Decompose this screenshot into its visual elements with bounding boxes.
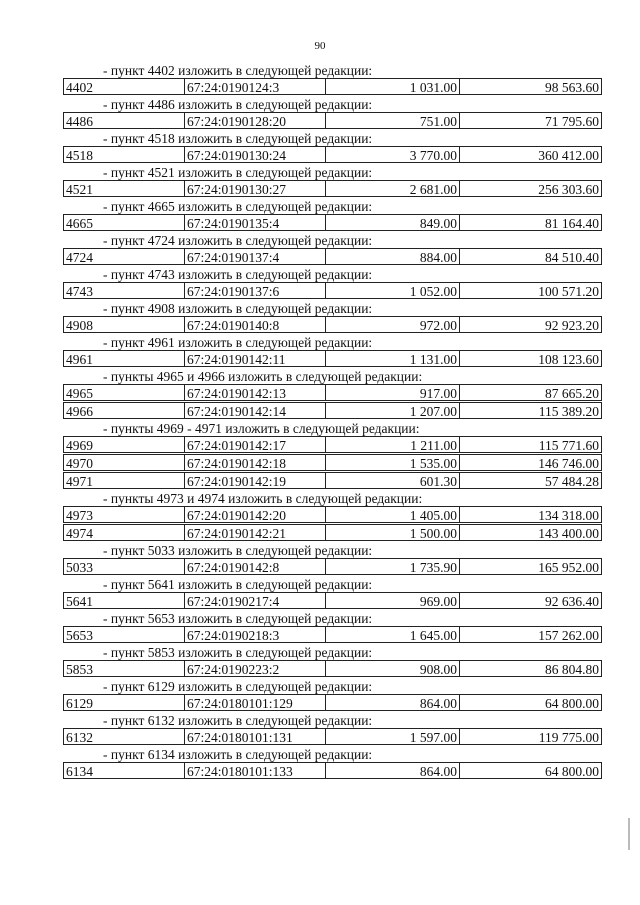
area-cell: 1 597.00	[325, 728, 460, 745]
table-row	[63, 592, 640, 610]
area-cell: 1 211.00	[325, 436, 460, 453]
cost-cell: 64 800.00	[459, 694, 602, 711]
amendment-instruction: - пункт 4518 изложить в следующей редакции:	[103, 131, 373, 146]
amendment-instruction: - пункт 4724 изложить в следующей редакции:	[103, 233, 373, 248]
table-row	[63, 436, 640, 454]
amendment-block	[0, 612, 640, 646]
cadastral-number-cell: 67:24:0190142:8	[184, 558, 326, 575]
amendment-instruction: - пункт 5653 изложить в следующей редакции:	[103, 611, 373, 626]
cost-cell: 146 746.00	[459, 454, 602, 471]
item-number-cell: 4724	[63, 248, 185, 265]
area-cell: 864.00	[325, 762, 460, 779]
cadastral-number-cell: 67:24:0190142:19	[184, 472, 326, 489]
scan-edge-mark	[628, 818, 630, 850]
amendment-block	[0, 166, 640, 200]
amendment-block	[0, 646, 640, 680]
cadastral-number-cell: 67:24:0190142:13	[184, 384, 326, 401]
item-number-cell: 4974	[63, 524, 185, 541]
cost-cell: 119 775.00	[459, 728, 602, 745]
amendment-instruction: - пункт 5641 изложить в следующей редакции:	[103, 577, 373, 592]
area-cell: 1 052.00	[325, 282, 460, 299]
area-cell: 969.00	[325, 592, 460, 609]
area-cell: 1 535.00	[325, 454, 460, 471]
cadastral-number-cell: 67:24:0190142:14	[184, 402, 326, 419]
cost-cell: 64 800.00	[459, 762, 602, 779]
amendment-instruction: - пункт 4743 изложить в следующей редакции:	[103, 267, 373, 282]
cadastral-number-cell: 67:24:0190142:17	[184, 436, 326, 453]
table-row	[63, 214, 640, 232]
table-row	[63, 316, 640, 334]
amendment-block	[0, 544, 640, 578]
amendment-instruction: - пункт 4521 изложить в следующей редакции:	[103, 165, 373, 180]
amendment-block	[0, 64, 640, 98]
table-row	[63, 402, 640, 420]
cost-cell: 100 571.20	[459, 282, 602, 299]
cadastral-number-cell: 67:24:0190130:27	[184, 180, 326, 197]
amendment-instruction: - пункт 6129 изложить в следующей редакции:	[103, 679, 373, 694]
table-row	[63, 524, 640, 542]
amendment-block	[0, 234, 640, 268]
amendment-block	[0, 268, 640, 302]
cost-cell: 57 484.28	[459, 472, 602, 489]
area-cell: 884.00	[325, 248, 460, 265]
cadastral-number-cell: 67:24:0190142:11	[184, 350, 326, 367]
cost-cell: 360 412.00	[459, 146, 602, 163]
item-number-cell: 6134	[63, 762, 185, 779]
area-cell: 3 770.00	[325, 146, 460, 163]
amendment-block	[0, 680, 640, 714]
cadastral-number-cell: 67:24:0190137:4	[184, 248, 326, 265]
cadastral-number-cell: 67:24:0190140:8	[184, 316, 326, 333]
item-number-cell: 4521	[63, 180, 185, 197]
page-number: 90	[314, 40, 326, 52]
area-cell: 1 207.00	[325, 402, 460, 419]
amendment-block	[0, 200, 640, 234]
cadastral-number-cell: 67:24:0180101:129	[184, 694, 326, 711]
table-row	[63, 78, 640, 96]
amendment-instruction: - пункты 4965 и 4966 изложить в следующей редакции:	[103, 369, 423, 384]
item-number-cell: 4973	[63, 506, 185, 523]
item-number-cell: 4908	[63, 316, 185, 333]
cadastral-number-cell: 67:24:0190142:21	[184, 524, 326, 541]
amendment-block	[0, 578, 640, 612]
cost-cell: 92 923.20	[459, 316, 602, 333]
area-cell: 917.00	[325, 384, 460, 401]
amendment-block	[0, 492, 640, 544]
cost-cell: 86 804.80	[459, 660, 602, 677]
amendment-instruction: - пункт 4665 изложить в следующей редакции:	[103, 199, 373, 214]
table-row	[63, 384, 640, 402]
amendment-block	[0, 422, 640, 492]
cadastral-number-cell: 67:24:0190142:20	[184, 506, 326, 523]
cost-cell: 92 636.40	[459, 592, 602, 609]
cost-cell: 81 164.40	[459, 214, 602, 231]
area-cell: 2 681.00	[325, 180, 460, 197]
item-number-cell: 4665	[63, 214, 185, 231]
area-cell: 864.00	[325, 694, 460, 711]
area-cell: 1 131.00	[325, 350, 460, 367]
table-row	[63, 472, 640, 490]
table-row	[63, 660, 640, 678]
cadastral-number-cell: 67:24:0180101:131	[184, 728, 326, 745]
area-cell: 1 500.00	[325, 524, 460, 541]
cost-cell: 115 389.20	[459, 402, 602, 419]
table-row	[63, 454, 640, 472]
amendment-instruction: - пункты 4969 - 4971 изложить в следующей редакции:	[103, 421, 420, 436]
cadastral-number-cell: 67:24:0190135:4	[184, 214, 326, 231]
cost-cell: 134 318.00	[459, 506, 602, 523]
amendment-block	[0, 336, 640, 370]
amendment-block	[0, 748, 640, 782]
area-cell: 1 645.00	[325, 626, 460, 643]
area-cell: 849.00	[325, 214, 460, 231]
item-number-cell: 4970	[63, 454, 185, 471]
amendment-instruction: - пункт 6134 изложить в следующей редакции:	[103, 747, 373, 762]
area-cell: 908.00	[325, 660, 460, 677]
cost-cell: 165 952.00	[459, 558, 602, 575]
amendment-instruction: - пункт 4908 изложить в следующей редакции:	[103, 301, 373, 316]
item-number-cell: 6129	[63, 694, 185, 711]
table-row	[63, 728, 640, 746]
cost-cell: 84 510.40	[459, 248, 602, 265]
table-row	[63, 350, 640, 368]
amendment-block	[0, 302, 640, 336]
cost-cell: 71 795.60	[459, 112, 602, 129]
table-row	[63, 694, 640, 712]
cadastral-number-cell: 67:24:0190218:3	[184, 626, 326, 643]
amendment-block	[0, 98, 640, 132]
table-row	[63, 506, 640, 524]
item-number-cell: 4961	[63, 350, 185, 367]
amendment-block	[0, 370, 640, 422]
table-row	[63, 626, 640, 644]
cadastral-number-cell: 67:24:0190223:2	[184, 660, 326, 677]
item-number-cell: 4486	[63, 112, 185, 129]
area-cell: 601.30	[325, 472, 460, 489]
amendment-block	[0, 714, 640, 748]
amendment-instruction: - пункт 5853 изложить в следующей редакции:	[103, 645, 373, 660]
item-number-cell: 4402	[63, 78, 185, 95]
amendment-instruction: - пункты 4973 и 4974 изложить в следующей редакции:	[103, 491, 423, 506]
cadastral-number-cell: 67:24:0190130:24	[184, 146, 326, 163]
amendment-instruction: - пункт 4486 изложить в следующей редакции:	[103, 97, 373, 112]
area-cell: 1 031.00	[325, 78, 460, 95]
item-number-cell: 6132	[63, 728, 185, 745]
cost-cell: 256 303.60	[459, 180, 602, 197]
item-number-cell: 5853	[63, 660, 185, 677]
item-number-cell: 4966	[63, 402, 185, 419]
amendment-block	[0, 132, 640, 166]
amendment-list	[0, 64, 640, 782]
cadastral-number-cell: 67:24:0190128:20	[184, 112, 326, 129]
cadastral-number-cell: 67:24:0190137:6	[184, 282, 326, 299]
table-row	[63, 762, 640, 780]
area-cell: 972.00	[325, 316, 460, 333]
cadastral-number-cell: 67:24:0190142:18	[184, 454, 326, 471]
table-row	[63, 248, 640, 266]
table-row	[63, 146, 640, 164]
item-number-cell: 5653	[63, 626, 185, 643]
item-number-cell: 5641	[63, 592, 185, 609]
cost-cell: 115 771.60	[459, 436, 602, 453]
area-cell: 1 735.90	[325, 558, 460, 575]
cadastral-number-cell: 67:24:0190217:4	[184, 592, 326, 609]
cost-cell: 87 665.20	[459, 384, 602, 401]
item-number-cell: 5033	[63, 558, 185, 575]
area-cell: 751.00	[325, 112, 460, 129]
cost-cell: 108 123.60	[459, 350, 602, 367]
table-row	[63, 282, 640, 300]
item-number-cell: 4971	[63, 472, 185, 489]
cadastral-number-cell: 67:24:0190124:3	[184, 78, 326, 95]
cost-cell: 143 400.00	[459, 524, 602, 541]
amendment-instruction: - пункт 4402 изложить в следующей редакции:	[103, 63, 373, 78]
table-row	[63, 180, 640, 198]
cost-cell: 98 563.60	[459, 78, 602, 95]
amendment-instruction: - пункт 5033 изложить в следующей редакции:	[103, 543, 373, 558]
cost-cell: 157 262.00	[459, 626, 602, 643]
table-row	[63, 558, 640, 576]
item-number-cell: 4743	[63, 282, 185, 299]
cadastral-number-cell: 67:24:0180101:133	[184, 762, 326, 779]
item-number-cell: 4969	[63, 436, 185, 453]
area-cell: 1 405.00	[325, 506, 460, 523]
amendment-instruction: - пункт 6132 изложить в следующей редакции:	[103, 713, 373, 728]
table-row	[63, 112, 640, 130]
item-number-cell: 4518	[63, 146, 185, 163]
item-number-cell: 4965	[63, 384, 185, 401]
amendment-instruction: - пункт 4961 изложить в следующей редакции:	[103, 335, 373, 350]
